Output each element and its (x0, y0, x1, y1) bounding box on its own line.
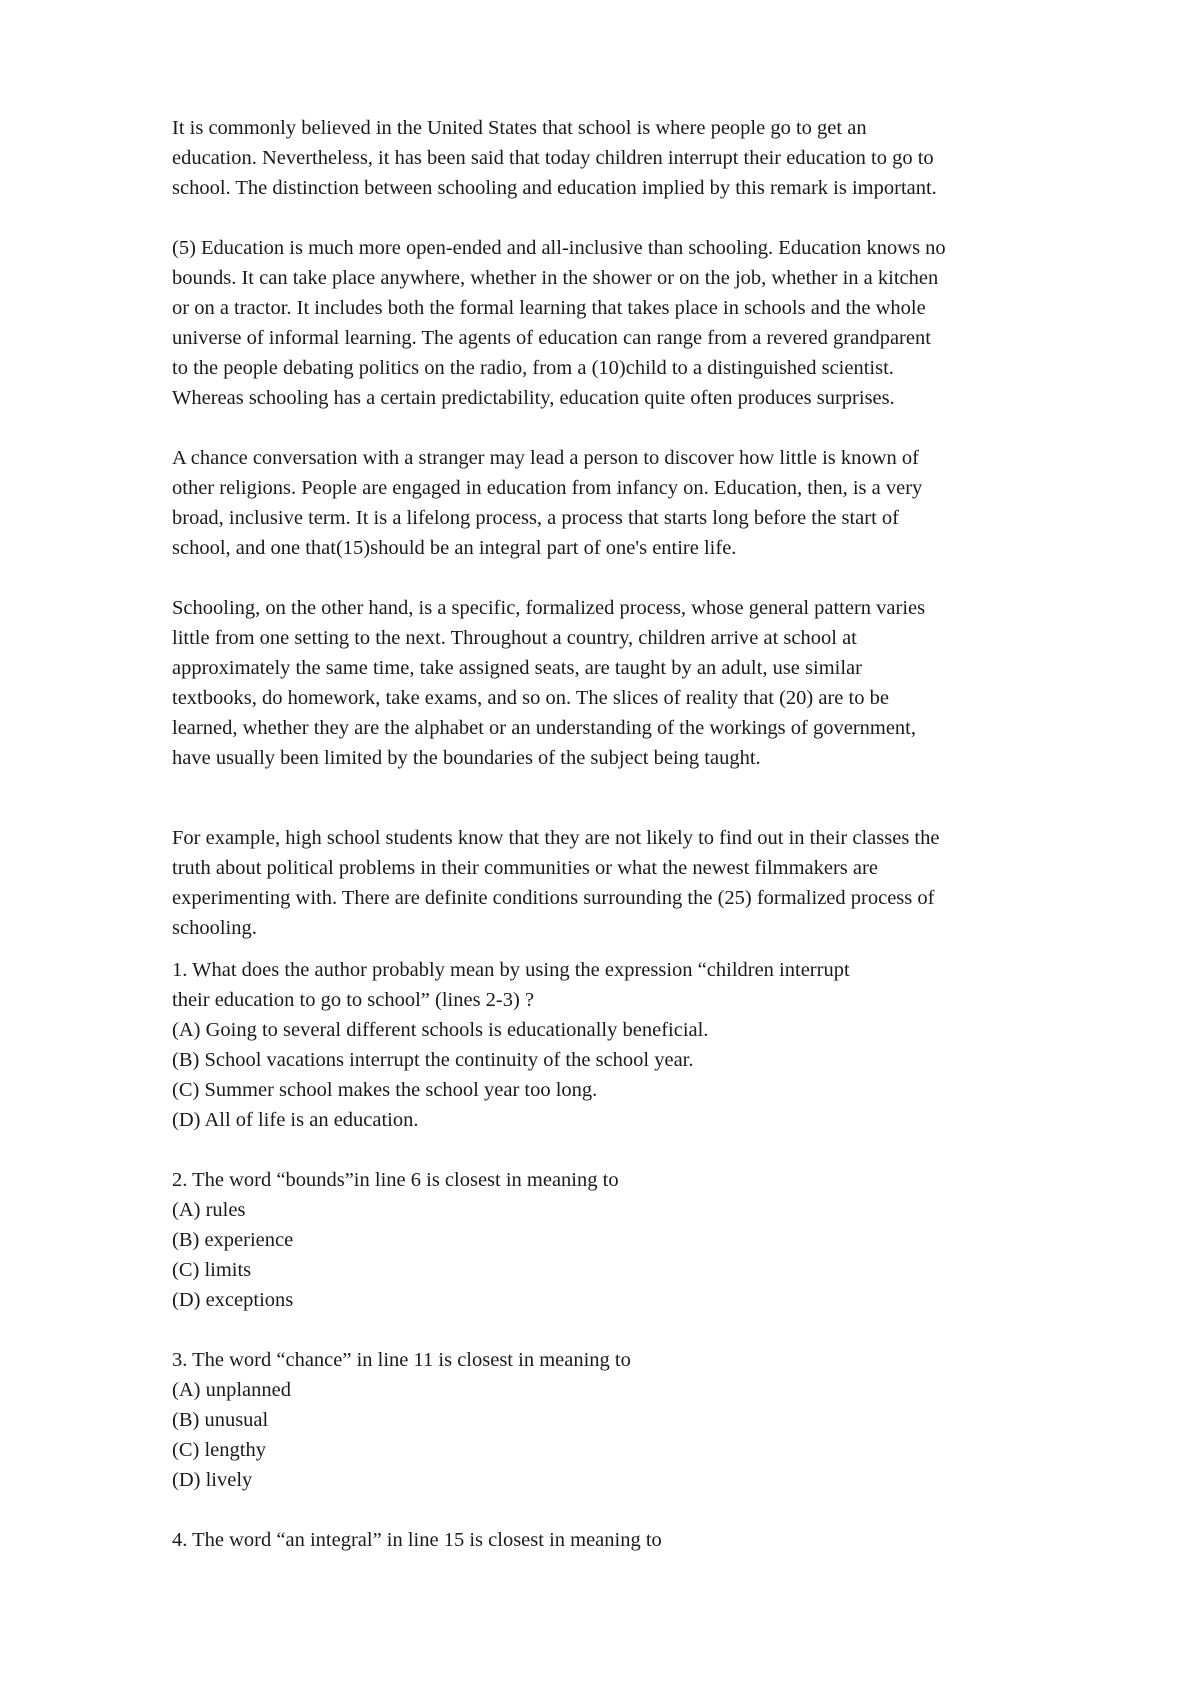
question-stem: 3. The word “chance” in line 11 is closest in meaning to (172, 1349, 631, 1371)
passage-line: (5) Education is much more open-ended and all-inclusive than schooling. Education knows no (172, 237, 946, 259)
answer-option: (C) Summer school makes the school year too long. (172, 1079, 598, 1101)
passage-line: Whereas schooling has a certain predictability, education quite often produces surprises. (172, 387, 895, 409)
question-2 (172, 1165, 1102, 1315)
answer-option: (B) School vacations interrupt the continuity of the school year. (172, 1049, 694, 1071)
passage-line: or on a tractor. It includes both the formal learning that takes place in schools and the whole (172, 297, 926, 319)
passage-paragraph-4 (172, 593, 1102, 773)
reading-passage (172, 113, 1102, 943)
passage-line: universe of informal learning. The agents of education can range from a revered grandparent (172, 327, 931, 349)
question-stem: 4. The word “an integral” in line 15 is closest in meaning to (172, 1529, 662, 1551)
passage-paragraph-1 (172, 113, 1102, 203)
answer-option: (A) rules (172, 1199, 246, 1221)
passage-line: other religions. People are engaged in education from infancy on. Education, then, is a very (172, 477, 923, 499)
passage-paragraph-5 (172, 823, 1102, 943)
passage-paragraph-3 (172, 443, 1102, 563)
answer-option: (C) limits (172, 1259, 252, 1281)
passage-line: schooling. (172, 917, 257, 939)
question-stem: 2. The word “bounds”in line 6 is closest in meaning to (172, 1169, 619, 1191)
passage-line: education. Nevertheless, it has been said that today children interrupt their education to go to (172, 147, 934, 169)
passage-line: experimenting with. There are definite conditions surrounding the (25) formalized process of (172, 887, 935, 909)
question-stem: their education to go to school” (lines 2-3) ? (172, 989, 535, 1011)
question-list (172, 955, 1102, 1555)
passage-line: broad, inclusive term. It is a lifelong process, a process that starts long before the start of (172, 507, 899, 529)
question-3 (172, 1345, 1102, 1495)
answer-option: (C) lengthy (172, 1439, 266, 1461)
passage-line: school. The distinction between schooling and education implied by this remark is important. (172, 177, 937, 199)
answer-option: (B) experience (172, 1229, 294, 1251)
passage-line: have usually been limited by the boundaries of the subject being taught. (172, 747, 761, 769)
passage-line: It is commonly believed in the United States that school is where people go to get an (172, 117, 867, 139)
passage-line: learned, whether they are the alphabet or an understanding of the workings of government, (172, 717, 917, 739)
passage-line: truth about political problems in their communities or what the newest filmmakers are (172, 857, 878, 879)
answer-option: (D) All of life is an education. (172, 1109, 419, 1131)
passage-line: bounds. It can take place anywhere, whether in the shower or on the job, whether in a kitchen (172, 267, 939, 289)
passage-line: Schooling, on the other hand, is a specific, formalized process, whose general pattern varies (172, 597, 926, 619)
passage-line: little from one setting to the next. Throughout a country, children arrive at school at (172, 627, 857, 649)
answer-option: (D) exceptions (172, 1289, 294, 1311)
answer-option: (A) Going to several different schools is educationally beneficial. (172, 1019, 709, 1041)
passage-line: A chance conversation with a stranger may lead a person to discover how little is known of (172, 447, 919, 469)
document-page (172, 113, 1102, 1555)
question-4 (172, 1525, 1102, 1555)
passage-line: to the people debating politics on the radio, from a (10)child to a distinguished scientist. (172, 357, 894, 379)
passage-line: approximately the same time, take assigned seats, are taught by an adult, use similar (172, 657, 862, 679)
passage-line: school, and one that(15)should be an integral part of one's entire life. (172, 537, 737, 559)
passage-line: textbooks, do homework, take exams, and so on. The slices of reality that (20) are to be (172, 687, 889, 709)
passage-paragraph-2 (172, 233, 1102, 413)
question-stem: 1. What does the author probably mean by using the expression “children interrupt (172, 959, 850, 981)
answer-option: (A) unplanned (172, 1379, 291, 1401)
passage-line: For example, high school students know that they are not likely to find out in their classes the (172, 827, 940, 849)
question-1 (172, 955, 1102, 1135)
answer-option: (B) unusual (172, 1409, 269, 1431)
answer-option: (D) lively (172, 1469, 253, 1491)
